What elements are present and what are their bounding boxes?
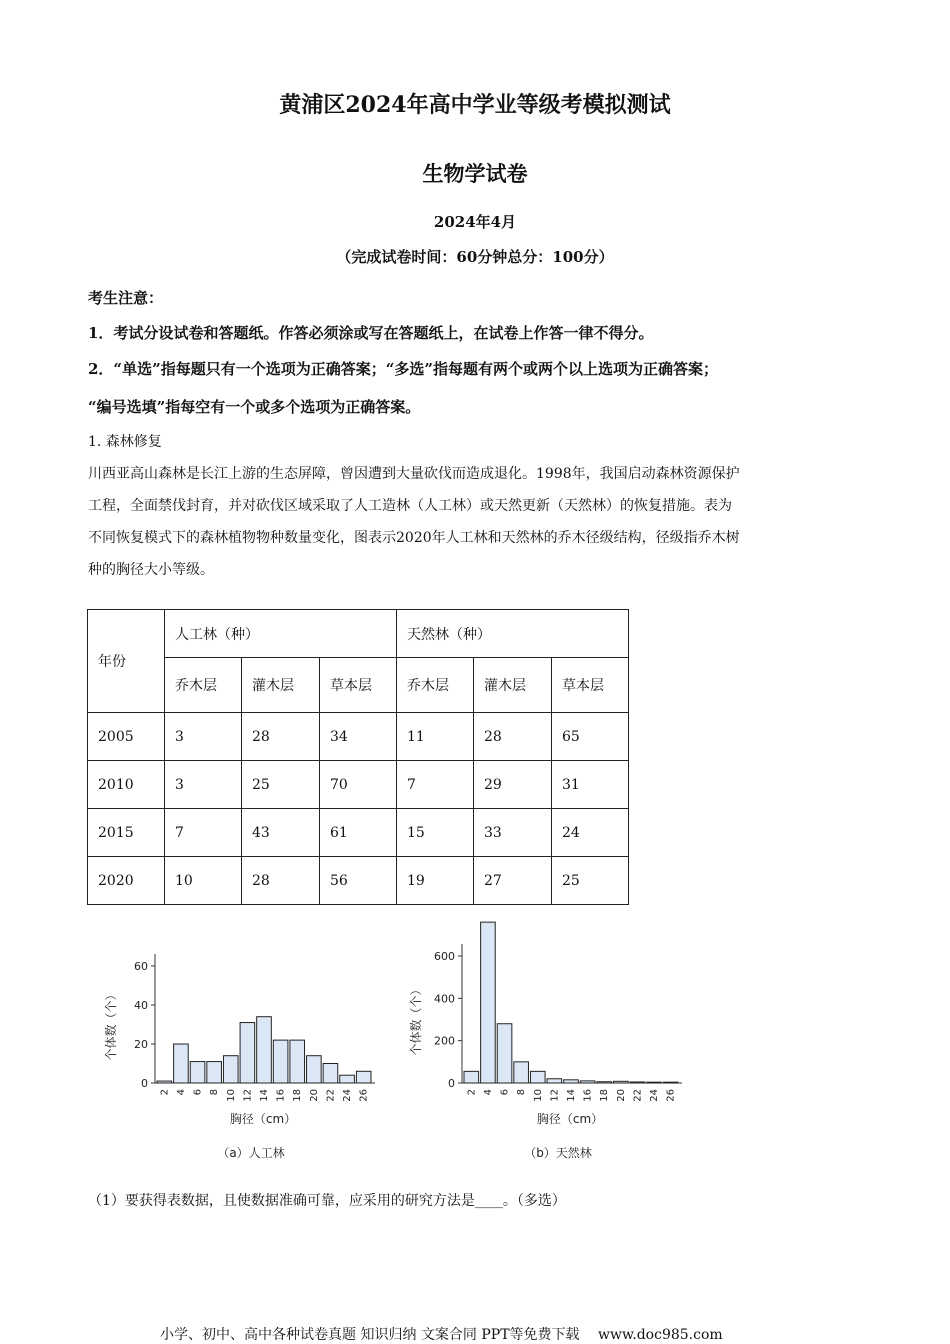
x-tick-label: 8 bbox=[209, 1089, 221, 1096]
y-axis-label: 个体数（个） bbox=[104, 988, 118, 1061]
x-tick-label: 20 bbox=[615, 1089, 627, 1102]
x-tick-label: 8 bbox=[516, 1089, 528, 1096]
bar bbox=[564, 1080, 579, 1083]
y-tick-label: 0 bbox=[448, 1077, 455, 1090]
x-tick-label: 2 bbox=[466, 1089, 478, 1096]
bar bbox=[174, 1044, 189, 1083]
bar bbox=[240, 1023, 255, 1083]
bar bbox=[257, 1017, 272, 1083]
table-cell: 28 bbox=[474, 713, 552, 761]
table-cell: 25 bbox=[242, 761, 320, 809]
footer-site: www.doc985.com bbox=[597, 1327, 723, 1343]
y-tick-label: 20 bbox=[134, 1038, 148, 1051]
notice-item-1: 1．考试分设试卷和答题纸。作答必须涂或写在答题纸上，在试卷上作答一律不得分。 bbox=[88, 324, 654, 342]
table-cell: 2015 bbox=[88, 809, 165, 857]
subheader-cell: 灌木层 bbox=[474, 658, 552, 713]
group-header-natural: 天然林（种） bbox=[397, 610, 629, 658]
x-tick-label: 26 bbox=[358, 1089, 370, 1102]
table-cell: 28 bbox=[242, 857, 320, 905]
bar bbox=[290, 1040, 305, 1083]
chart-caption: （a）人工林 bbox=[217, 1146, 285, 1160]
y-tick-label: 40 bbox=[134, 999, 148, 1012]
table-cell: 61 bbox=[320, 809, 397, 857]
bar bbox=[647, 1082, 662, 1083]
x-tick-label: 22 bbox=[325, 1089, 337, 1102]
exam-date: 2024年4月 bbox=[433, 213, 517, 231]
bar bbox=[340, 1075, 355, 1083]
subheader-cell: 乔木层 bbox=[165, 658, 242, 713]
bar bbox=[157, 1081, 172, 1083]
table-cell: 27 bbox=[474, 857, 552, 905]
bar bbox=[223, 1056, 238, 1083]
paragraph-line: 种的胸径大小等级。 bbox=[88, 562, 214, 578]
y-tick-label: 600 bbox=[434, 950, 455, 963]
table-cell: 2010 bbox=[88, 761, 165, 809]
table-cell: 7 bbox=[165, 809, 242, 857]
x-tick-label: 26 bbox=[665, 1089, 677, 1102]
paragraph-line: 不同恢复模式下的森林植物物种数量变化，图表示2020年人工林和天然林的乔木径级结构，径级指乔木树 bbox=[88, 530, 740, 546]
question-heading: 1. 森林修复 bbox=[88, 434, 162, 450]
table-cell: 3 bbox=[165, 713, 242, 761]
subheader-cell: 草本层 bbox=[552, 658, 629, 713]
table-cell: 3 bbox=[165, 761, 242, 809]
x-tick-label: 4 bbox=[175, 1089, 187, 1096]
table-cell: 7 bbox=[397, 761, 474, 809]
y-tick-label: 60 bbox=[134, 960, 148, 973]
table-row bbox=[88, 809, 629, 857]
x-tick-label: 24 bbox=[649, 1089, 661, 1102]
bar bbox=[663, 1082, 678, 1083]
bar bbox=[530, 1071, 545, 1083]
bar bbox=[190, 1062, 205, 1083]
notice-heading: 考生注意： bbox=[88, 289, 164, 307]
paragraph-line: 工程，全面禁伐封育，并对砍伐区域采取了人工造林（人工林）或天然更新（天然林）的恢复措施。表为 bbox=[88, 498, 732, 514]
x-tick-label: 14 bbox=[566, 1089, 577, 1102]
bar bbox=[307, 1056, 322, 1083]
bar bbox=[207, 1062, 222, 1083]
chart-caption: （b）天然林 bbox=[524, 1146, 592, 1160]
x-tick-label: 6 bbox=[192, 1089, 204, 1096]
bar bbox=[481, 922, 496, 1083]
table-cell: 65 bbox=[552, 713, 629, 761]
table-row bbox=[88, 713, 629, 761]
bar bbox=[580, 1081, 595, 1083]
x-tick-label: 22 bbox=[632, 1089, 644, 1102]
table-cell: 15 bbox=[397, 809, 474, 857]
x-tick-label: 10 bbox=[532, 1089, 544, 1102]
table-cell: 19 bbox=[397, 857, 474, 905]
x-tick-label: 20 bbox=[308, 1089, 320, 1102]
table-cell: 11 bbox=[397, 713, 474, 761]
x-tick-label: 6 bbox=[499, 1089, 511, 1096]
x-tick-label: 18 bbox=[599, 1089, 611, 1102]
x-tick-label: 12 bbox=[242, 1089, 254, 1102]
species-table bbox=[87, 609, 629, 905]
exam-time-info: （完成试卷时间：60分钟总分：100分） bbox=[336, 248, 614, 266]
question-paragraph bbox=[88, 458, 878, 586]
bar bbox=[547, 1079, 562, 1083]
x-tick-label: 10 bbox=[225, 1089, 237, 1102]
bar bbox=[273, 1040, 288, 1083]
year-header: 年份 bbox=[88, 610, 165, 713]
y-axis-label: 个体数（个） bbox=[409, 983, 423, 1056]
footer bbox=[160, 1324, 723, 1344]
notice-item-2-line-2: “编号选填”指每空有一个或多个选项为正确答案。 bbox=[88, 398, 421, 416]
table-cell: 24 bbox=[552, 809, 629, 857]
y-tick-label: 400 bbox=[434, 992, 455, 1006]
x-tick-label: 2 bbox=[159, 1089, 171, 1096]
footer-text: 小学、初中、高中各种试卷真题 知识归纳 文案合同 PPT等免费下载 bbox=[160, 1327, 580, 1343]
table-row bbox=[88, 761, 629, 809]
table-cell: 31 bbox=[552, 761, 629, 809]
y-tick-label: 0 bbox=[141, 1077, 148, 1090]
diameter-charts bbox=[95, 910, 695, 1170]
bar bbox=[497, 1024, 512, 1083]
x-axis-label: 胸径（cm） bbox=[536, 1112, 604, 1126]
table-cell: 28 bbox=[242, 713, 320, 761]
table-cell: 43 bbox=[242, 809, 320, 857]
x-axis-label: 胸径（cm） bbox=[229, 1112, 297, 1126]
x-tick-label: 14 bbox=[259, 1089, 270, 1102]
bar bbox=[356, 1071, 371, 1083]
subheader-cell: 灌木层 bbox=[242, 658, 320, 713]
subheader-cell: 草本层 bbox=[320, 658, 397, 713]
table-cell: 56 bbox=[320, 857, 397, 905]
table-row bbox=[88, 857, 629, 905]
bar bbox=[464, 1071, 479, 1083]
exam-title: 黄浦区2024年高中学业等级考模拟测试 bbox=[279, 92, 671, 118]
y-tick-label: 200 bbox=[434, 1034, 455, 1048]
x-tick-label: 12 bbox=[549, 1089, 561, 1102]
x-tick-label: 16 bbox=[275, 1089, 287, 1102]
table-cell: 70 bbox=[320, 761, 397, 809]
x-tick-label: 16 bbox=[582, 1089, 594, 1102]
x-tick-label: 18 bbox=[292, 1089, 304, 1102]
table-cell: 33 bbox=[474, 809, 552, 857]
sub-question-1: （1）要获得表数据，且使数据准确可靠，应采用的研究方法是____。（多选） bbox=[88, 1193, 566, 1209]
table-cell: 2005 bbox=[88, 713, 165, 761]
table-cell: 10 bbox=[165, 857, 242, 905]
x-tick-label: 4 bbox=[482, 1089, 494, 1096]
group-header-planted: 人工林（种） bbox=[165, 610, 397, 658]
x-tick-label: 24 bbox=[342, 1089, 354, 1102]
bar bbox=[630, 1082, 645, 1083]
table-cell: 34 bbox=[320, 713, 397, 761]
exam-subtitle: 生物学试卷 bbox=[422, 161, 528, 186]
subheader-cell: 乔木层 bbox=[397, 658, 474, 713]
paragraph-line: 川西亚高山森林是长江上游的生态屏障，曾因遭到大量砍伐而造成退化。1998年，我国启动森林资源保护 bbox=[88, 466, 740, 482]
table-cell: 25 bbox=[552, 857, 629, 905]
bar bbox=[323, 1064, 338, 1084]
notice-item-2-line-1: 2．“单选”指每题只有一个选项为正确答案；“多选”指每题有两个或两个以上选项为正确答案； bbox=[88, 360, 718, 378]
bar bbox=[614, 1081, 629, 1083]
table-cell: 2020 bbox=[88, 857, 165, 905]
table-cell: 29 bbox=[474, 761, 552, 809]
bar bbox=[514, 1062, 529, 1083]
bar bbox=[597, 1082, 612, 1083]
